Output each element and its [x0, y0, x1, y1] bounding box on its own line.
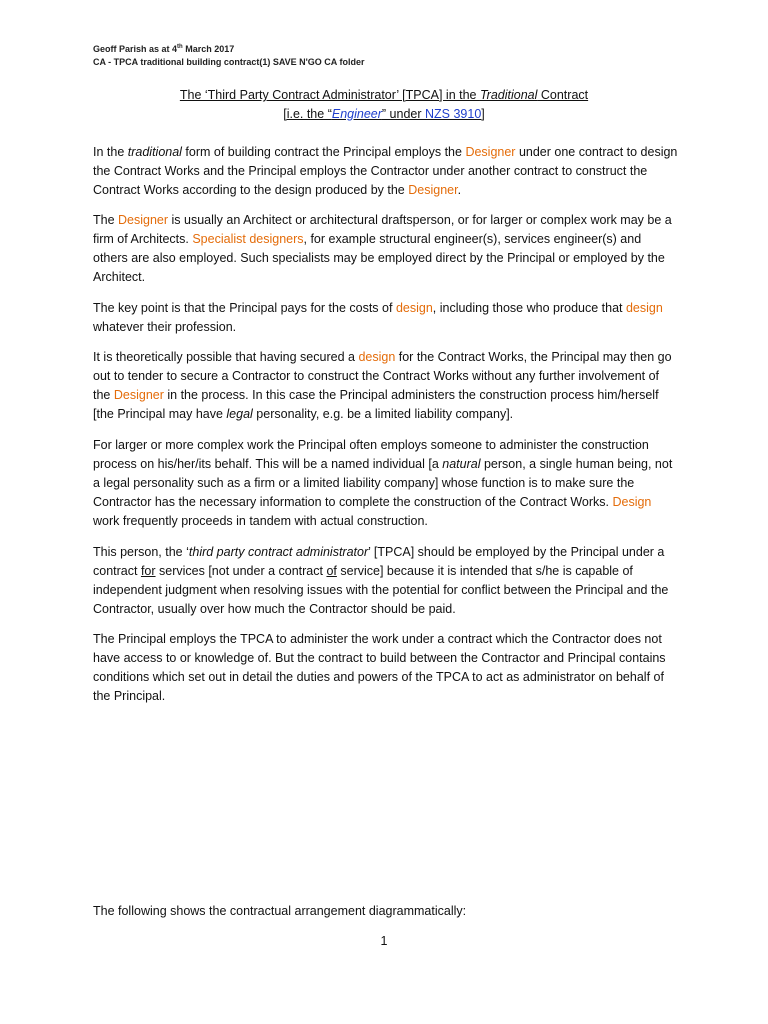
nzs-3910-link[interactable]: NZS 3910	[425, 107, 482, 121]
paragraph-6: This person, the ‘third party contract administrator’ [TPCA] should be employed by the Principal under a contract for services [not under a contract of service] because it is intended that s/he is capable of independent judgment when resolving issues with the potential for conflict between the Principal and the Contractor, usually over how much the Contractor should be paid.	[93, 545, 669, 616]
document-subtitle: [i.e. the “Engineer” under NZS 3910]	[283, 107, 485, 121]
paragraph-8: The following shows the contractual arrangement diagrammatically:	[93, 904, 467, 918]
paragraph-4: It is theoretically possible that having secured a design for the Contract Works, the Principal may then go out to tender to secure a Contractor to construct the Contract Works without any further involvement of the Designer in the process. In this case the Principal administers the construction process him/herself [the Principal may have legal personality, e.g. be a limited liability company].	[93, 350, 672, 421]
header-file-path: CA - TPCA traditional building contract(1) SAVE N'GO CA folder	[93, 57, 365, 67]
header-author-date: Geoff Parish as at 4th March 2017	[93, 44, 235, 54]
paragraph-2: The Designer is usually an Architect or architectural draftsperson, or for larger or complex work may be a firm of Architects. Specialist designers, for example structural engineer(s), services engineer(s) and others are also employed. Such specialists may be employed direct by the Principal or employed by the Architect.	[93, 213, 672, 284]
paragraph-5: For larger or more complex work the Principal often employs someone to administer the construction process on his/her/its behalf. This will be a named individual [a natural person, a single human being, not a legal personality such as a firm or a limited liability company] whose function is to make sure the Contractor has the necessary information to complete the construction of the Contract Works. Design work frequently proceeds in tandem with actual construction.	[93, 438, 673, 528]
paragraph-3: The key point is that the Principal pays for the costs of design, including those who produce that design whatever their profession.	[93, 301, 663, 334]
paragraph-1: In the traditional form of building contract the Principal employs the Designer under one contract to design the Contract Works and the Principal employs the Contractor under another contract to construct the Contract Works according to the design produced by the Designer.	[93, 145, 678, 197]
paragraph-7: The Principal employs the TPCA to administer the work under a contract which the Contractor does not have access to or knowledge of. But the contract to build between the Contractor and Principal contains conditions which set out in detail the duties and powers of the TPCA to act as administrator on behalf of the Principal.	[93, 632, 666, 703]
engineer-term: Engineer	[331, 107, 382, 121]
document-title: The ‘Third Party Contract Administrator’ [TPCA] in the Traditional Contract	[179, 88, 589, 102]
page-number: 1	[380, 934, 388, 948]
